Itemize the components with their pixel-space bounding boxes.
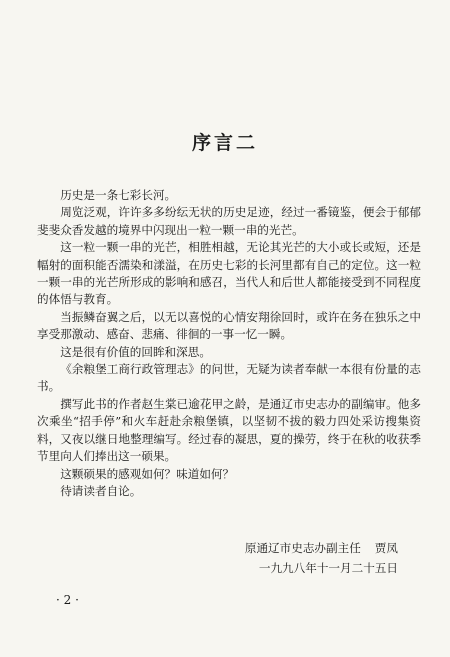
paragraph: 这一粒一颗一串的光芒，相胜相越，无论其光芒的大小或长或短，还是幅射的面积能否濡染和漾溢，在历史七彩的长河里都有自己的定位。这一粒一颗一串的光芒所形成的影响和感召，当代人和后世人都能接受到不同程度的体悟与教育。 bbox=[37, 240, 421, 307]
page-title: 序言二 bbox=[191, 132, 258, 154]
paragraph: 这是很有价值的回眸和深思。 bbox=[60, 344, 211, 359]
signature-line bbox=[245, 538, 398, 558]
signature-author: 贾凤 bbox=[374, 541, 398, 555]
signature-block bbox=[245, 538, 398, 578]
page-number: · 2 · bbox=[56, 593, 79, 607]
paragraph: 《余粮堡工商行政管理志》的问世，无疑为读者奉献一本很有份量的志书。 bbox=[37, 362, 421, 394]
paragraph: 待请读者自论。 bbox=[60, 483, 142, 498]
paragraph: 撰写此书的作者赵生棠已逾花甲之龄，是通辽市史志办的副编审。他多次乘坐“招手停”和火车赶赴余粮堡镇，以坚韧不拔的毅力四处采访搜集资料，又夜以继日地整理编写。经过春的凝思，夏的操劳，终于在秋的收获季节里向人们捧出这一硕果。 bbox=[37, 396, 421, 464]
paragraph: 这颗硕果的感观如何？味道如何？ bbox=[60, 466, 235, 481]
signature-position: 原通辽市史志办副主任 bbox=[244, 541, 361, 555]
preface-body bbox=[37, 187, 421, 500]
paragraph: 当振鳞奋翼之后，以无以喜悦的心情安翔徐回时，或许在务在独乐之中享受那激动、感奋、悲痛、徘徊的一事一忆一瞬。 bbox=[37, 309, 421, 342]
signature-date: 一九九八年十一月二十五日 bbox=[258, 561, 398, 575]
paragraph: 周览泛观，许许多多纷纭无状的历史足迹，经过一番镜鉴，便会于郁郁斐斐众香发越的境界中闪现出一粒一颗一串的光芒。 bbox=[37, 205, 421, 237]
paragraph: 历史是一条七彩长河。 bbox=[60, 188, 177, 202]
